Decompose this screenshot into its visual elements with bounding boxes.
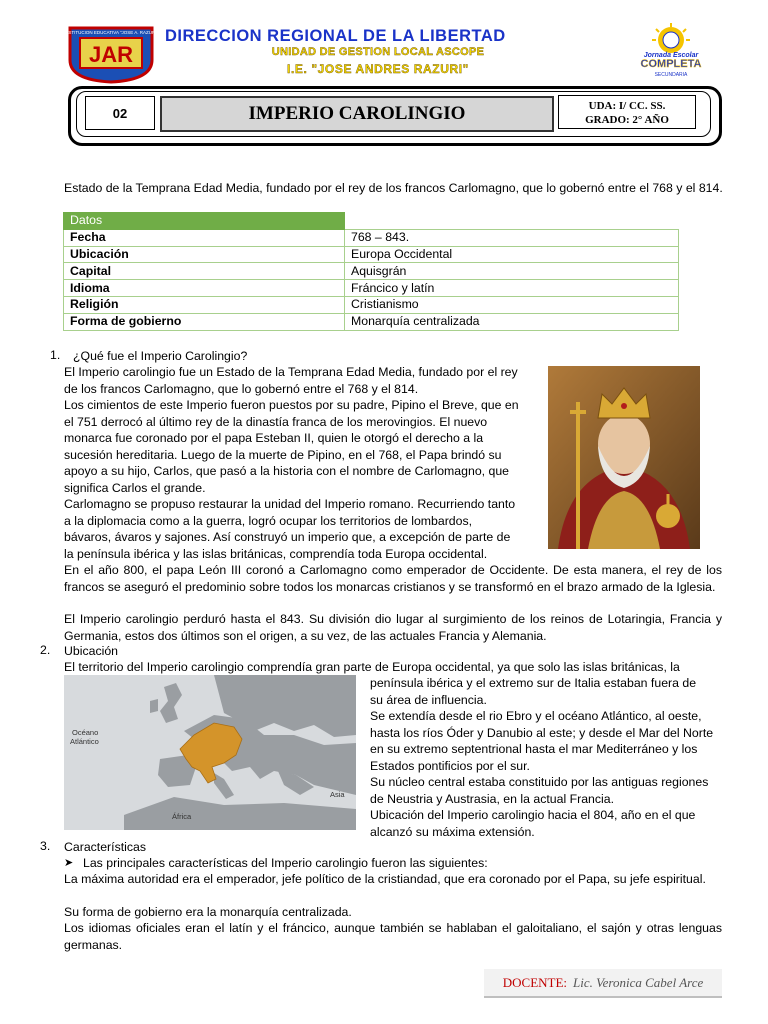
section-1-number: 1. bbox=[50, 348, 61, 362]
section-3-paragraph-authority: La máxima autoridad era el emperador, jefe político de la cristiandad, que era coronado por el Papa, su jefe espiritual. bbox=[64, 872, 706, 886]
data-table bbox=[63, 212, 679, 331]
section-2-number: 2. bbox=[40, 643, 51, 657]
teacher-footer bbox=[484, 969, 722, 998]
section-2-side-text bbox=[370, 675, 726, 840]
section-1-line: bávaros, ávaros y sajones. Así construyó un imperio que, a excepción de parte de bbox=[64, 530, 511, 544]
course-info bbox=[558, 95, 696, 129]
section-1-paragraph-coronation: En el año 800, el papa León III coronó a Carlomagno como emperador de Occidente. De esta manera, el rey de los francos se aseguró el predominio sobre todos los monarcas cristianos y se transformó en el brazo armado de la Iglesia. bbox=[64, 563, 722, 594]
section-1-line: Carlomagno se propuso restaurar la unidad del Imperio romano. Recurriendo tanto bbox=[64, 497, 516, 511]
arrow-bullet-icon: ➤ bbox=[64, 857, 74, 869]
row-value: 768 – 843. bbox=[345, 229, 679, 246]
section-1-heading: ¿Qué fue el Imperio Carolingio? bbox=[73, 349, 248, 363]
page-title: IMPERIO CAROLINGIO bbox=[160, 96, 554, 132]
row-value: Monarquía centralizada bbox=[345, 313, 679, 330]
intro-paragraph: Estado de la Temprana Edad Media, fundado por el rey de los francos Carlomagno, que lo gobernó entre el 768 y el 814. bbox=[64, 181, 723, 195]
row-key: Forma de gobierno bbox=[64, 313, 345, 330]
section-3-paragraph-government: Su forma de gobierno era la monarquía centralizada. bbox=[64, 905, 352, 919]
row-key: Religión bbox=[64, 296, 345, 313]
row-value: Aquisgrán bbox=[345, 263, 679, 280]
section-1-line: sucesión hereditaria. Luego de la muerte de Pipino, en el 768, el Papa brindó su bbox=[64, 447, 502, 462]
map-label-africa: África bbox=[172, 812, 192, 821]
section-1-line: la península ibérica y las islas británicas, comprendía toda Europa occidental. bbox=[64, 546, 488, 561]
charlemagne-portrait bbox=[548, 366, 700, 549]
table-row bbox=[64, 229, 679, 246]
map-label-asia: Asia bbox=[330, 790, 345, 799]
logo-right-line3: SECUNDARIA bbox=[654, 72, 688, 78]
logo-right-line2: COMPLETA bbox=[640, 58, 702, 70]
logo-left-letters: JAR bbox=[88, 42, 134, 67]
unit-title: UNIDAD DE GESTION LOCAL ASCOPE bbox=[271, 46, 485, 58]
section-2-heading: Ubicación bbox=[64, 644, 118, 658]
section-2-line: en su extremo septentrional hasta el mar Mediterráneo y los bbox=[370, 742, 698, 756]
section-2-line: de Neustria y Austrasia, en la actual Francia. bbox=[370, 791, 615, 806]
section-1-paragraph-division: El Imperio carolingio perduró hasta el 843. Su división dio lugar al surgimiento de los reinos de Lotaringia, Francia y Germania, estos dos últimos son el origen, a su vez, de las actuales Francia y Alemania. bbox=[64, 612, 722, 643]
uda-label: UDA: I/ CC. SS. bbox=[588, 100, 666, 112]
section-1-line: apoyo a su hijo, Carlos, que pasó a la historia con el nombre de Carlomagno, que bbox=[64, 464, 510, 478]
section-2-line: Su núcleo central estaba constituido por las antiguas regiones bbox=[370, 775, 709, 789]
section-2-line: hasta los ríos Óder y Danubio al este; y desde el Mar del Norte bbox=[370, 725, 714, 740]
row-key: Fecha bbox=[64, 229, 345, 246]
section-1-line: Los cimientos de este Imperio fueron puestos por su padre, Pipino el Breve, que en bbox=[64, 398, 519, 412]
table-row bbox=[64, 313, 679, 330]
section-2-line: Ubicación del Imperio carolingio hacia el 804, año en el que bbox=[370, 808, 696, 822]
section-2-line: Estados pontificios por el sur. bbox=[370, 758, 530, 773]
docente-label: DOCENTE: bbox=[502, 974, 568, 990]
table-row bbox=[64, 263, 679, 280]
table-header-row bbox=[64, 213, 679, 230]
table-row bbox=[64, 296, 679, 313]
table-row bbox=[64, 246, 679, 263]
docente-name: Lic. Veronica Cabel Arce bbox=[573, 974, 704, 990]
section-3-paragraph-languages: Los idiomas oficiales eran el latín y el fráncico, aunque también se hablaban el galoitaliano, el sajón y otras lenguas germanas. bbox=[64, 921, 722, 952]
row-key: Ubicación bbox=[64, 246, 345, 263]
empire-map bbox=[64, 675, 356, 830]
row-value: Fráncico y latín bbox=[345, 280, 679, 297]
section-1-line: El Imperio carolingio fue un Estado de la Temprana Edad Media, fundado por el rey bbox=[64, 365, 518, 379]
school-logo bbox=[66, 24, 156, 84]
row-key: Idioma bbox=[64, 280, 345, 297]
lesson-number: 02 bbox=[85, 96, 155, 130]
section-1-line: a la diplomacia como a la guerra, logró ocupar los territorios de lombardos, bbox=[64, 513, 473, 528]
grade-label: GRADO: 2° AÑO bbox=[585, 114, 669, 126]
jornada-logo bbox=[632, 22, 710, 80]
table-row bbox=[64, 280, 679, 297]
logo-right-line1: Jornada Escolar bbox=[643, 52, 699, 59]
institution-title: DIRECCION REGIONAL DE LA LIBERTAD bbox=[165, 27, 506, 45]
logo-left-caption: INSTITUCION EDUCATIVA "JOSE A. RAZURI" bbox=[66, 30, 156, 35]
section-1-line: monarca fue coronado por el papa Esteban II, quien le otorgó el derecho a la bbox=[64, 431, 484, 445]
row-value: Europa Occidental bbox=[345, 246, 679, 263]
school-title: I.E. "JOSE ANDRES RAZURI" bbox=[287, 62, 469, 76]
section-2-line: Se extendía desde el rio Ebro y el océano Atlántico, al oeste, bbox=[370, 709, 702, 723]
table-header-cell: Datos bbox=[64, 213, 345, 230]
section-1-line: significa Carlos el grande. bbox=[64, 480, 206, 495]
section-2-line: su área de influencia. bbox=[370, 692, 487, 707]
row-key: Capital bbox=[64, 263, 345, 280]
section-3-heading: Características bbox=[64, 840, 147, 854]
section-2-line: península ibérica y el extremo sur de Italia estaban fuera de bbox=[370, 676, 697, 690]
row-value: Cristianismo bbox=[345, 296, 679, 313]
map-label-ocean2: Atlántico bbox=[70, 737, 99, 746]
section-2-line: alcanzó su máxima extensión. bbox=[370, 824, 535, 839]
section-3-number: 3. bbox=[40, 839, 51, 853]
section-1-line: de los francos Carlomagno, que lo gobernó entre el 768 y el 814. bbox=[64, 381, 419, 396]
map-label-ocean: Océano bbox=[72, 728, 99, 737]
section-1-body bbox=[64, 364, 538, 562]
section-1-line: el 751 derrocó al último rey de la dinastía franca de los merovingios. El nuevo bbox=[64, 414, 488, 429]
section-2-first-line: El territorio del Imperio carolingio comprendía gran parte de Europa occidental, ya que solo las islas británicas, la bbox=[64, 660, 680, 674]
section-3-bullet: Las principales características del Imperio carolingio fueron las siguientes: bbox=[83, 856, 488, 870]
